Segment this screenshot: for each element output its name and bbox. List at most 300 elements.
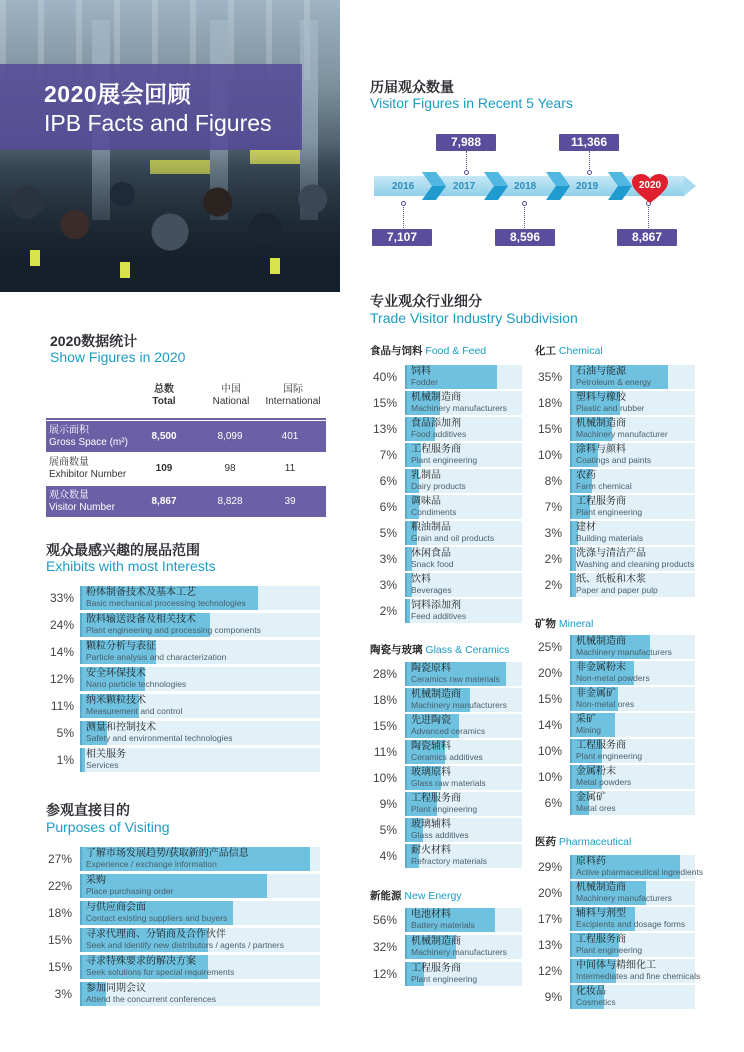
bar-label-cn: 采购: [86, 875, 106, 886]
timeline-arrow-tip: [684, 176, 696, 196]
bar-label-cn: 饮料: [411, 574, 431, 585]
visitor-count-box: 11,366: [559, 134, 619, 151]
bar-percent: 28%: [372, 667, 397, 681]
bar-label-cn: 食品添加剂: [411, 418, 461, 429]
bar-percent: 10%: [537, 448, 562, 462]
bar-start-tick: [80, 874, 82, 898]
bar-percent: 3%: [544, 526, 562, 540]
bar-row: [531, 985, 695, 1009]
purposes-title-en: Purposes of Visiting: [46, 819, 170, 835]
chemical-heading-cn: 化工: [535, 345, 556, 357]
column-header-en: International: [265, 396, 321, 407]
bar-start-tick: [80, 586, 82, 610]
bar-row: [366, 740, 522, 764]
bar-percent: 4%: [379, 849, 397, 863]
bar-label-cn: 饲料添加剂: [411, 600, 461, 611]
cell-national: 8,828: [217, 496, 243, 507]
row-label-en: Gross Space (m²): [49, 437, 128, 448]
bar-row: [531, 791, 695, 815]
column-header-en: Total: [152, 396, 176, 407]
bar-track: [570, 495, 695, 519]
bar-start-tick: [570, 881, 572, 905]
bar-percent: 1%: [56, 753, 74, 767]
bar-start-tick: [405, 688, 407, 712]
bar-start-tick: [405, 417, 407, 441]
bar-start-tick: [80, 667, 82, 691]
bar-percent: 15%: [372, 396, 397, 410]
mineral-heading-cn: 矿物: [535, 618, 556, 630]
bar-track: [80, 874, 320, 898]
bar-track: [405, 844, 522, 868]
industry-title-cn: 专业观众行业细分: [370, 293, 482, 309]
bar-row: [366, 935, 522, 959]
column-header-cn: 总数: [154, 384, 174, 395]
bar-percent: 9%: [544, 990, 562, 1004]
bar-label-cn: 了解市场发展趋势/获取新的产品信息: [86, 848, 249, 859]
bar-percent: 2%: [544, 578, 562, 592]
bar-start-tick: [405, 547, 407, 571]
bar-track: [405, 908, 522, 932]
cell-international: 11: [284, 463, 296, 474]
bar-start-tick: [405, 443, 407, 467]
bar-track: [405, 792, 522, 816]
bar-start-tick: [405, 740, 407, 764]
bar-start-tick: [570, 391, 572, 415]
bar-start-tick: [570, 985, 572, 1009]
bar-start-tick: [80, 613, 82, 637]
bar-label-cn: 建材: [576, 522, 596, 533]
visitor-badge: [270, 258, 280, 274]
bar-label-cn: 工程服务商: [576, 934, 626, 945]
bar-start-tick: [570, 687, 572, 711]
bar-start-tick: [405, 469, 407, 493]
bar-start-tick: [570, 791, 572, 815]
bar-label-cn: 机械制造商: [576, 636, 626, 647]
bar-track: [405, 662, 522, 686]
bar-percent: 7%: [379, 448, 397, 462]
bar-start-tick: [80, 694, 82, 718]
bar-start-tick: [80, 928, 82, 952]
bar-percent: 35%: [537, 370, 562, 384]
bar-label-en: Cosmetics: [576, 997, 616, 1007]
bar-label-en: Ceramics raw materials: [411, 674, 500, 684]
bar-percent: 32%: [372, 940, 397, 954]
bar-start-tick: [405, 908, 407, 932]
bar-row: [40, 874, 320, 898]
bar-track: [405, 599, 522, 623]
bar-track: [570, 573, 695, 597]
bar-percent: 3%: [54, 987, 72, 1001]
bar-percent: 15%: [537, 692, 562, 706]
bar-label-en: Feed additives: [411, 611, 467, 621]
bar-label-en: Experience / exchange information: [86, 859, 217, 869]
bar-row: [366, 469, 522, 493]
row-label: [49, 425, 128, 449]
bar-start-tick: [80, 847, 82, 871]
bar-start-tick: [570, 907, 572, 931]
bar-label-en: Metal powders: [576, 777, 632, 787]
timeline-connector: [524, 204, 525, 228]
bar-label-cn: 与供应商会面: [86, 902, 146, 913]
bar-percent: 9%: [379, 797, 397, 811]
bar-row: [531, 933, 695, 957]
bar-track: [570, 985, 695, 1009]
mineral-heading: [535, 616, 593, 631]
glass-ceramics-heading-cn: 陶瓷与玻璃: [370, 644, 423, 656]
bar-row: [366, 714, 522, 738]
bar-label-cn: 测量和控制技术: [86, 722, 156, 733]
cell-total: 109: [155, 463, 173, 474]
bar-track: [405, 391, 522, 415]
row-label-cn: 观众数量: [49, 490, 89, 501]
bar-row: [40, 640, 320, 664]
bar-start-tick: [570, 855, 572, 879]
bar-track: [405, 740, 522, 764]
bar-row: [40, 613, 320, 637]
bar-track: [405, 688, 522, 712]
bar-label-cn: 陶瓷辅料: [411, 741, 451, 752]
bar-label-en: Attend the concurrent conferences: [86, 994, 216, 1004]
bar-label-cn: 先进陶瓷: [411, 715, 451, 726]
bar-start-tick: [570, 573, 572, 597]
bar-row: [531, 661, 695, 685]
bar-label-en: Mining: [576, 725, 602, 735]
bar-track: [80, 694, 320, 718]
timeline-year: 2019: [576, 181, 599, 192]
bar-label-cn: 辅料与剂型: [576, 908, 626, 919]
bar-label-en: Plant engineering and processing components: [86, 625, 261, 635]
bar-label-cn: 玻璃辅料: [411, 819, 451, 830]
bar-row: [531, 635, 695, 659]
bar-label-en: Plastic and rubber: [576, 403, 645, 413]
bar-label-cn: 塑料与橡胶: [576, 392, 626, 403]
bar-start-tick: [80, 640, 82, 664]
visitor-count-box: 7,107: [372, 229, 432, 246]
bar-percent: 40%: [372, 370, 397, 384]
bar-percent: 14%: [537, 718, 562, 732]
visitor-badge: [30, 250, 40, 266]
pharmaceutical-heading-en: Pharmaceutical: [558, 836, 632, 848]
bar-row: [366, 818, 522, 842]
bar-track: [570, 469, 695, 493]
bar-percent: 24%: [49, 618, 74, 632]
bar-percent: 11%: [50, 699, 74, 713]
bar-label-en: Grain and oil products: [411, 533, 495, 543]
bar-label-cn: 休闲食品: [411, 548, 451, 559]
bar-label-en: Nano particle technologies: [86, 679, 187, 689]
bar-row: [366, 521, 522, 545]
bar-track: [405, 443, 522, 467]
bar-row: [531, 713, 695, 737]
bar-row: [531, 573, 695, 597]
bar-track: [405, 714, 522, 738]
bar-label-cn: 陶瓷原料: [411, 663, 451, 674]
bar-percent: 15%: [537, 422, 562, 436]
bar-label-en: Paper and paper pulp: [576, 585, 658, 595]
bar-label-cn: 相关服务: [86, 749, 126, 760]
bar-percent: 6%: [544, 796, 562, 810]
new-energy-heading-cn: 新能源: [370, 890, 402, 902]
chevron-right-icon: [420, 170, 448, 202]
bar-row: [40, 694, 320, 718]
bar-percent: 20%: [537, 886, 562, 900]
bar-label-cn: 化妆品: [576, 986, 606, 997]
timeline-year: 2016: [392, 181, 415, 192]
bar-track: [80, 748, 320, 772]
bar-label-en: Safety and environmental technologies: [86, 733, 233, 743]
bar-start-tick: [570, 713, 572, 737]
bar-percent: 8%: [544, 474, 562, 488]
bar-label-en: Plant engineering: [576, 507, 643, 517]
bar-row: [366, 766, 522, 790]
bar-start-tick: [80, 748, 82, 772]
bar-percent: 14%: [49, 645, 74, 659]
bar-track: [570, 959, 701, 983]
timeline-knob: [464, 170, 469, 175]
bar-row: [366, 443, 522, 467]
bar-label-en: Plant engineering: [411, 455, 478, 465]
bar-label-en: Coatings and paints: [576, 455, 652, 465]
bar-row: [531, 907, 695, 931]
hero-title-box: [0, 64, 302, 150]
bar-percent: 13%: [537, 938, 562, 952]
bar-label-en: Machinery manufacturers: [411, 947, 507, 957]
bar-start-tick: [570, 635, 572, 659]
bar-label-en: Place purchasing order: [86, 886, 174, 896]
timeline-year: 2018: [514, 181, 537, 192]
bar-label-en: Plant engineering: [576, 945, 643, 955]
bar-start-tick: [570, 365, 572, 389]
bar-percent: 29%: [537, 860, 562, 874]
bar-percent: 27%: [47, 852, 72, 866]
bar-track: [570, 881, 695, 905]
bar-start-tick: [570, 469, 572, 493]
bar-row: [40, 586, 320, 610]
visitor-count-box: 8,596: [495, 229, 555, 246]
visitor-count-box: 8,867: [617, 229, 677, 246]
bar-label-cn: 工程服务商: [411, 793, 461, 804]
bar-start-tick: [405, 818, 407, 842]
bar-row: [366, 391, 522, 415]
row-label-cn: 展商数量: [49, 457, 89, 468]
bar-track: [570, 365, 695, 389]
bar-percent: 17%: [537, 912, 562, 926]
timeline-knob: [587, 170, 592, 175]
food-feed-heading: [370, 343, 486, 358]
bar-percent: 10%: [537, 770, 562, 784]
bar-track: [80, 847, 320, 871]
bar-label-en: Contact existing suppliers and buyers: [86, 913, 228, 923]
bar-label-en: Seek and identify new distributors / agents / partners: [86, 940, 284, 950]
bar-label-cn: 机械制造商: [411, 689, 461, 700]
bar-label-en: Excipients and dosage forms: [576, 919, 686, 929]
bar-track: [405, 547, 522, 571]
bar-label-cn: 工程服务商: [411, 444, 461, 455]
bar-row: [366, 417, 522, 441]
bar-start-tick: [570, 739, 572, 763]
column-header-en: National: [212, 396, 250, 407]
bar-track: [570, 661, 695, 685]
bar-percent: 5%: [379, 526, 397, 540]
bar-label-en: Machinery manufacturers: [576, 647, 672, 657]
bar-label-en: Machinery manufacturers: [411, 700, 507, 710]
bar-label-en: Snack food: [411, 559, 454, 569]
bar-row: [531, 855, 704, 879]
bar-track: [405, 766, 522, 790]
bar-track: [570, 907, 695, 931]
table-row-visitor-number: [46, 486, 326, 517]
bar-track: [570, 417, 695, 441]
chemical-heading-en: Chemical: [558, 345, 603, 357]
bar-start-tick: [405, 766, 407, 790]
column-header-cn: 国际: [283, 384, 303, 395]
bar-label-cn: 工程服务商: [411, 963, 461, 974]
food-feed-heading-cn: 食品与饲料: [370, 345, 423, 357]
bar-label-en: Basic mechanical processing technologies: [86, 598, 246, 608]
bar-percent: 18%: [47, 906, 72, 920]
bar-label-en: Battery materials: [411, 920, 475, 930]
bar-label-en: Active pharmaceutical ingredients: [576, 867, 704, 877]
bar-track: [405, 365, 522, 389]
column-header-cn: 中国: [221, 384, 241, 395]
chemical-heading: [535, 343, 603, 358]
bar-row: [531, 547, 695, 571]
bar-label-en: Building materials: [576, 533, 644, 543]
bar-start-tick: [570, 521, 572, 545]
bar-label-cn: 饲料: [411, 366, 431, 377]
bar-label-en: Petroleum & energy: [576, 377, 652, 387]
bar-start-tick: [80, 721, 82, 745]
bar-row: [531, 495, 695, 519]
bar-track: [570, 391, 695, 415]
bar-track: [405, 818, 522, 842]
industry-title-en: Trade Visitor Industry Subdivision: [370, 310, 578, 326]
bar-label-en: Machinery manufacturer: [576, 429, 668, 439]
bar-label-cn: 原料药: [576, 856, 606, 867]
bar-track: [405, 417, 522, 441]
bar-label-cn: 机械制造商: [411, 936, 461, 947]
bar-row: [366, 688, 522, 712]
bar-row: [531, 365, 695, 389]
bar-row: [531, 443, 695, 467]
bar-label-en: Glass additives: [411, 830, 469, 840]
bar-percent: 10%: [537, 744, 562, 758]
bar-percent: 15%: [47, 933, 72, 947]
mineral-heading-en: Mineral: [558, 618, 594, 630]
bar-percent: 10%: [372, 771, 397, 785]
bar-row: [366, 599, 522, 623]
bar-percent: 2%: [544, 552, 562, 566]
bar-percent: 7%: [544, 500, 562, 514]
bar-start-tick: [570, 495, 572, 519]
visitor-figures-title-en: Visitor Figures in Recent 5 Years: [370, 95, 573, 111]
bar-label-en: Food additives: [411, 429, 467, 439]
bar-percent: 33%: [49, 591, 74, 605]
bar-row: [40, 847, 320, 871]
bar-label-cn: 寻求代理商、分销商及合作伙伴: [86, 929, 226, 940]
bar-percent: 11%: [373, 745, 397, 759]
bar-track: [570, 933, 695, 957]
show-figures-title-en: Show Figures in 2020: [50, 349, 186, 365]
table-header-rule: [46, 418, 326, 420]
bar-track: [80, 667, 320, 691]
bar-label-cn: 采矿: [576, 714, 596, 725]
bar-label-cn: 寻求特殊要求的解决方案: [86, 956, 196, 967]
bar-row: [366, 495, 522, 519]
bar-row: [531, 765, 695, 789]
bar-label-en: Farm chemical: [576, 481, 632, 491]
bar-start-tick: [405, 662, 407, 686]
bar-start-tick: [405, 391, 407, 415]
row-label-en: Visitor Number: [49, 502, 115, 513]
bar-start-tick: [405, 935, 407, 959]
chevron-right-icon: [606, 170, 634, 202]
purposes-title-cn: 参观直接目的: [46, 802, 130, 818]
bar-track: [570, 443, 695, 467]
bar-label-en: Machinery manufacturers: [411, 403, 507, 413]
bar-row: [40, 955, 320, 979]
row-label: [49, 457, 126, 481]
bar-start-tick: [405, 573, 407, 597]
bar-percent: 5%: [379, 823, 397, 837]
bar-start-tick: [405, 599, 407, 623]
visitor-badge: [120, 262, 130, 278]
bar-percent: 2%: [379, 604, 397, 618]
bar-label-en: Metal ores: [576, 803, 616, 813]
bar-start-tick: [405, 365, 407, 389]
bar-percent: 12%: [537, 964, 562, 978]
bar-label-cn: 机械制造商: [576, 418, 626, 429]
bar-track: [570, 635, 695, 659]
timeline-knob: [522, 201, 527, 206]
bar-row: [366, 365, 522, 389]
visitor-figures-title-cn: 历届观众数量: [370, 79, 454, 95]
bar-label-cn: 粮油制品: [411, 522, 451, 533]
glass-ceramics-heading-en: Glass & Ceramics: [425, 644, 510, 656]
bar-percent: 25%: [537, 640, 562, 654]
bar-row: [531, 959, 701, 983]
chevron-right-icon: [482, 170, 510, 202]
new-energy-heading: [370, 888, 462, 903]
bar-label-cn: 中间体与精细化工: [576, 960, 656, 971]
bar-label-cn: 参加同期会议: [86, 983, 146, 994]
bar-label-cn: 涂料与颜料: [576, 444, 626, 455]
cell-international: 39: [284, 496, 296, 507]
bar-track: [570, 765, 695, 789]
timeline-connector: [648, 204, 649, 228]
bar-row: [40, 721, 320, 745]
bar-label-en: Non-metal powders: [576, 673, 650, 683]
bar-row: [366, 662, 522, 686]
exhibits-title-en: Exhibits with most Interests: [46, 558, 216, 574]
hero-title-en: IPB Facts and Figures: [44, 110, 272, 136]
bar-percent: 6%: [379, 500, 397, 514]
bar-percent: 12%: [49, 672, 74, 686]
bar-track: [80, 901, 320, 925]
bar-track: [80, 721, 320, 745]
bar-label-en: Condiments: [411, 507, 457, 517]
bar-row: [531, 687, 695, 711]
bar-percent: 5%: [56, 726, 74, 740]
bar-percent: 3%: [379, 578, 397, 592]
bar-label-en: Advanced ceramics: [411, 726, 486, 736]
bar-percent: 3%: [379, 552, 397, 566]
timeline-year-2020: 2020: [638, 180, 662, 191]
bar-label-cn: 玻璃原料: [411, 767, 451, 778]
pharmaceutical-heading-cn: 医药: [535, 836, 556, 848]
column-header-national: [206, 384, 256, 408]
cell-total: 8,500: [151, 431, 177, 442]
